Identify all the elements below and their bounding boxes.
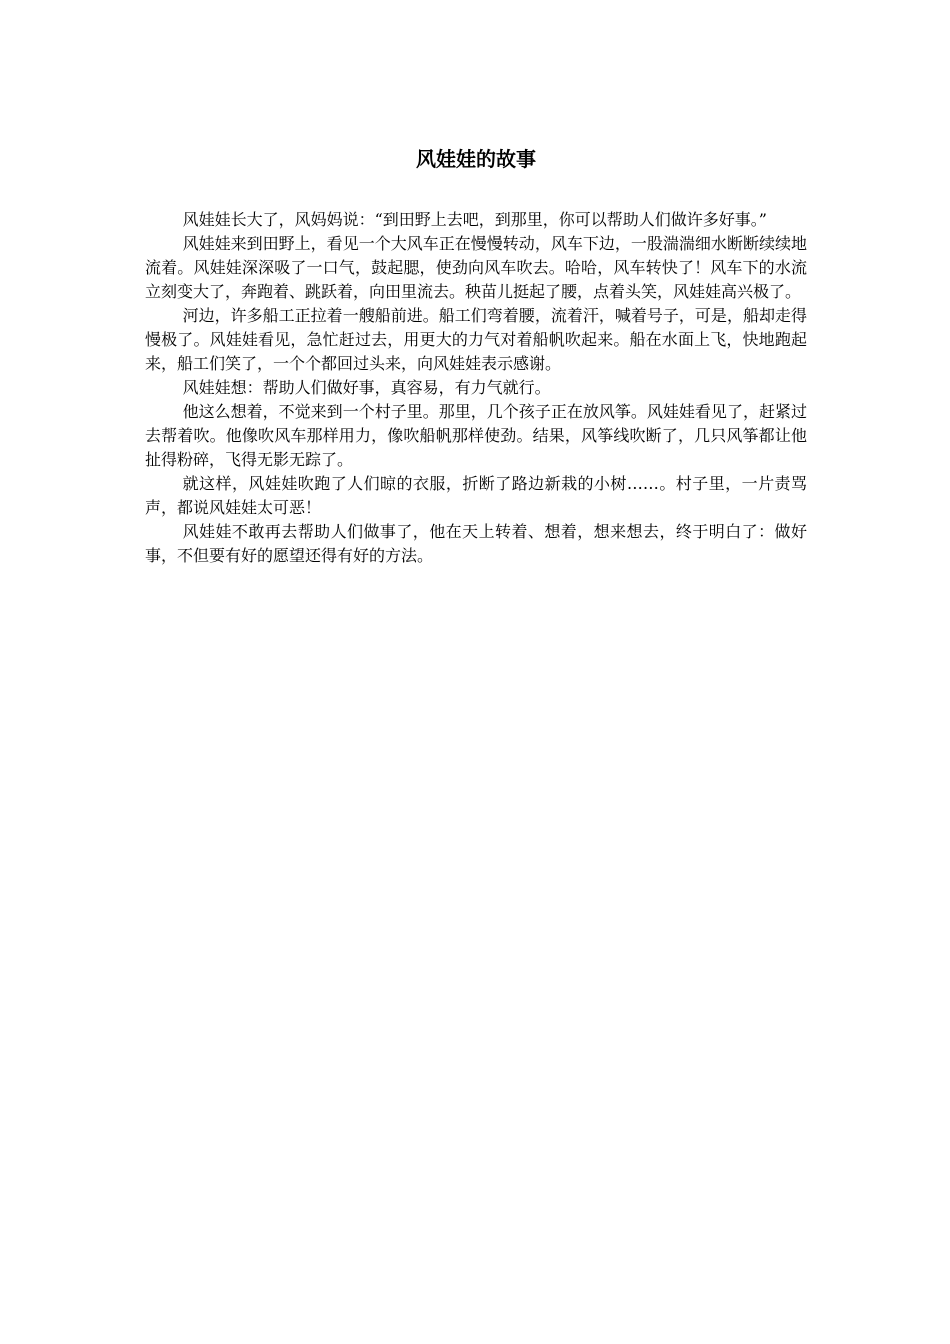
paragraph-6: 就这样，风娃娃吹跑了人们晾的衣服，折断了路边新栽的小树……。村子里，一片责骂声，都说风娃娃太可恶！ <box>145 474 807 517</box>
paragraph-4: 风娃娃想：帮助人们做好事，真容易，有力气就行。 <box>182 378 551 397</box>
document-title: 风娃娃的故事 <box>416 147 536 171</box>
document-body <box>145 208 807 568</box>
paragraph-3: 河边，许多船工正拉着一艘船前进。船工们弯着腰，流着汗，喊着号子，可是，船却走得慢极了。风娃娃看见，急忙赶过去，用更大的力气对着船帆吹起来。船在水面上飞，快地跑起来，船工们笑了，一个个都回过头来，向风娃娃表示感谢。 <box>145 306 807 373</box>
paragraph-5: 他这么想着，不觉来到一个村子里。那里，几个孩子正在放风筝。风娃娃看见了，赶紧过去帮着吹。他像吹风车那样用力，像吹船帆那样使劲。结果，风筝线吹断了，几只风筝都让他扯得粉碎，飞得无影无踪了。 <box>145 402 807 469</box>
paragraph-7: 风娃娃不敢再去帮助人们做事了，他在天上转着、想着，想来想去，终于明白了：做好事，不但要有好的愿望还得有好的方法。 <box>145 522 807 565</box>
paragraph-1: 风娃娃长大了，风妈妈说：“到田野上去吧，到那里，你可以帮助人们做许多好事。” <box>182 210 767 229</box>
paragraph-2: 风娃娃来到田野上，看见一个大风车正在慢慢转动，风车下边，一股湍湍细水断断续续地流着。风娃娃深深吸了一口气，鼓起腮，使劲向风车吹去。哈哈，风车转快了！风车下的水流立刻变大了，奔跑着、跳跃着，向田里流去。秧苗儿挺起了腰，点着头笑，风娃娃高兴极了。 <box>145 234 807 301</box>
